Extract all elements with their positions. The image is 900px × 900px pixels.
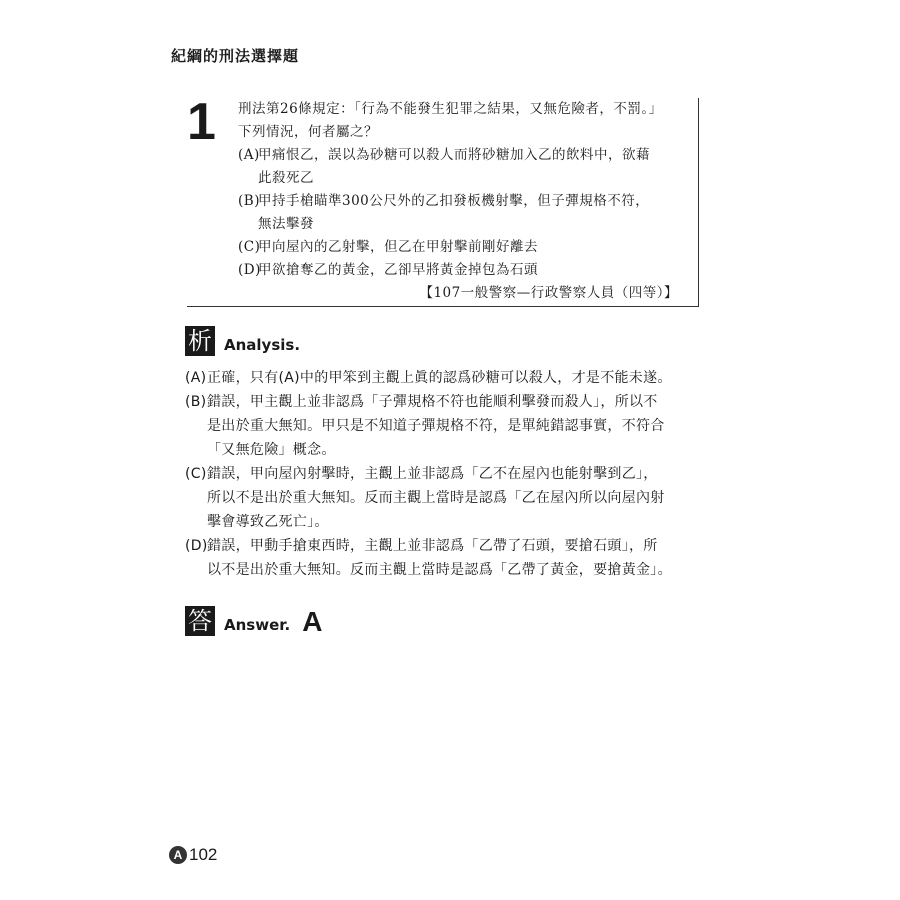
analysis-line: 正確，只有(A)中的甲笨到主觀上眞的認爲砂糖可以殺人，才是不能未遂。	[207, 370, 672, 386]
option-text: 甲痛恨乙，誤以為砂糖可以殺人而將砂糖加入乙的飲料中，欲藉	[258, 147, 650, 163]
analysis-item-label: (D)	[185, 538, 208, 554]
book-title: 紀綱的刑法選擇題	[171, 47, 300, 65]
question-stem-line-2: 下列情況，何者屬之？	[238, 124, 378, 140]
analysis-heading	[185, 326, 300, 356]
analysis-item-text	[207, 534, 695, 582]
question-box	[187, 93, 699, 307]
option-text: 甲持手槍瞄準300公尺外的乙扣發板機射擊，但子彈規格不符，	[258, 193, 650, 209]
analysis-item-label: (B)	[185, 394, 207, 410]
analysis-item-d	[185, 534, 695, 582]
option-text: 甲向屋內的乙射擊，但乙在甲射擊前剛好離去	[258, 239, 538, 255]
analysis-line: 擊會導致乙死亡」。	[207, 514, 329, 530]
answer-icon: 答	[185, 606, 215, 636]
option-b	[238, 190, 698, 213]
analysis-line: 錯誤，甲主觀上並非認爲「子彈規格不符也能順利擊發而殺人」，所以不	[207, 394, 658, 410]
question-stem-line-1: 刑法第26條規定：「行為不能發生犯罪之結果，又無危險者，不罰。」	[238, 101, 663, 117]
analysis-line: 「又無危險」概念。	[207, 442, 336, 458]
option-label: (D)	[238, 262, 261, 278]
question-text	[238, 98, 698, 305]
analysis-label: Analysis.	[224, 336, 301, 354]
analysis-item-text	[207, 462, 695, 534]
question-source: 【107一般警察—行政警察人員（四等）】	[419, 285, 678, 301]
option-c	[238, 236, 698, 259]
option-d	[238, 259, 698, 282]
analysis-line: 所以不是出於重大無知。反而主觀上當時是認爲「乙在屋內所以向屋內射	[207, 490, 665, 506]
answer-heading	[185, 606, 322, 636]
analysis-item-label: (A)	[185, 370, 207, 386]
option-text: 甲欲搶奪乙的黃金，乙卻早將黃金掉包為石頭	[258, 262, 538, 278]
analysis-line: 是出於重大無知。甲只是不知道子彈規格不符，是單純錯認事實，不符合	[207, 418, 665, 434]
analysis-icon: 析	[185, 326, 215, 356]
answer-label: Answer.	[224, 616, 291, 634]
option-label: (C)	[238, 239, 261, 255]
question-number: 1	[187, 93, 216, 151]
option-b-continuation: 無法擊發	[258, 216, 314, 232]
page-number: 102	[189, 845, 218, 864]
analysis-item-text	[207, 390, 695, 462]
option-label: (A)	[238, 147, 260, 163]
analysis-body	[185, 366, 695, 582]
analysis-line: 錯誤，甲向屋內射擊時，主觀上並非認爲「乙不在屋內也能射擊到乙」，	[207, 466, 658, 482]
analysis-line: 以不是出於重大無知。反而主觀上當時是認爲「乙帶了黃金，要搶黃金」。	[207, 562, 672, 578]
page-footer	[169, 845, 217, 865]
option-a-continuation: 此殺死乙	[258, 170, 314, 186]
chapter-badge: A	[169, 846, 187, 864]
option-label: (B)	[238, 193, 260, 209]
analysis-item-a	[185, 366, 695, 390]
analysis-item-c	[185, 462, 695, 534]
option-a	[238, 144, 698, 167]
answer-value: A	[302, 606, 323, 637]
analysis-item-text	[207, 366, 695, 390]
analysis-line: 錯誤，甲動手搶東西時，主觀上並非認爲「乙帶了石頭，要搶石頭」，所	[207, 538, 658, 554]
analysis-item-label: (C)	[185, 466, 207, 482]
analysis-item-b	[185, 390, 695, 462]
